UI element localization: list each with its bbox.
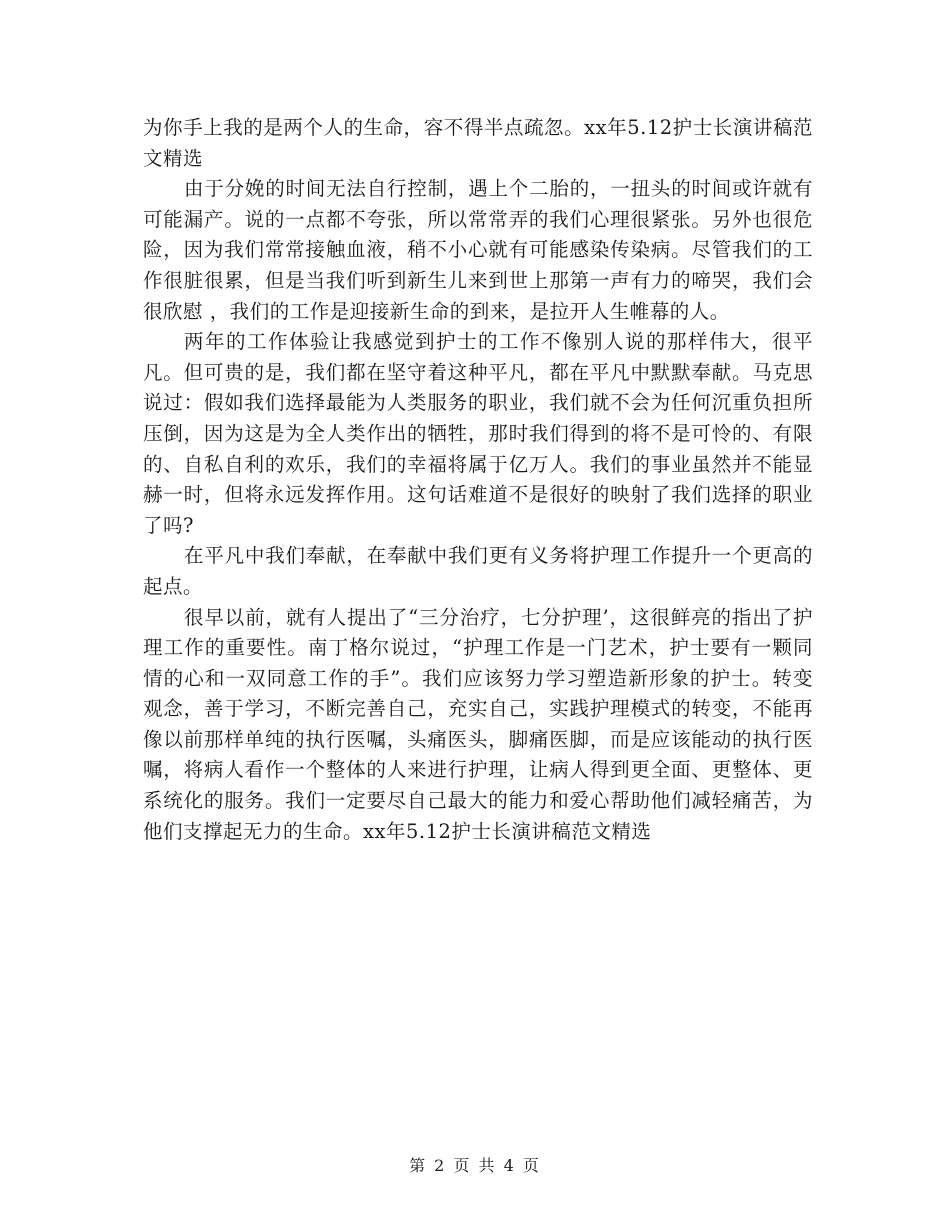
paragraph: 为你手上我的是两个人的生命，容不得半点疏忽。xx年5.12护士长演讲稿范文精选 [143,116,813,170]
page-number-footer: 第 2 页 共 4 页 [409,1156,541,1175]
paragraph: 由于分娩的时间无法自行控制，遇上个二胎的，一扭头的时间或许就有可能漏产。说的一点都不夸张，所以常常弄的我们心理很紧张。另外也很危险，因为我们常常接触血液，稍不小心就有可能感染传染病。尽管我们的工作很脏很累，但是当我们听到新生儿来到世上那第一声有力的啼哭，我们会很欣慰 ，我们的工作是迎接新生命的到来，是拉开人生帷幕的人。 [143,177,813,323]
paragraph: 两年的工作体验让我感觉到护士的工作不像别人说的那样伟大，很平凡。但可贵的是，我们都在坚守着这种平凡，都在平凡中默默奉献。马克思说过：假如我们选择最能为人类服务的职业，我们就不会为任何沉重负担所压倒，因为这是为全人类作出的牺牲，那时我们得到的将不是可怜的、有限的、自私自利的欢乐，我们的幸福将属于亿万人。我们的事业虽然并不能显赫一时，但将永远发挥作用。这句话难道不是很好的映射了我们选择的职业了吗? [143,330,813,537]
paragraph: 很早以前，就有人提出了“三分治疗，七分护理’，这很鲜亮的指出了护理工作的重要性。南丁格尔说过，“护理工作是一门艺术，护士要有一颗同情的心和一双同意工作的手”。我们应该努力学习塑造新形象的护士。转变观念，善于学习，不断完善自己，充实自己，实践护理模式的转变，不能再像以前那样单纯的执行医嘱，头痛医头，脚痛医脚，而是应该能动的执行医嘱，将病人看作一个整体的人来进行护理，让病人得到更全面、更整体、更系统化的服务。我们一定要尽自己最大的能力和爱心帮助他们减轻痛苦，为他们支撑起无力的生命。xx年5.12护士长演讲稿范文精选 [143,605,813,843]
paragraph: 在平凡中我们奉献，在奉献中我们更有义务将护理工作提升一个更高的起点。 [143,544,813,598]
document-body [143,113,813,847]
